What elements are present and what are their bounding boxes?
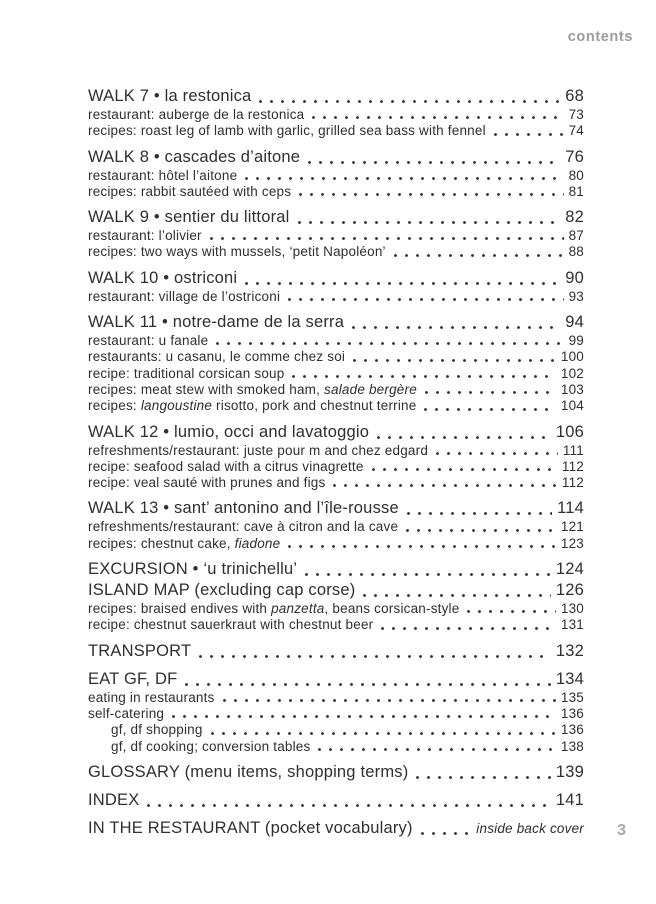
entry-title (88, 168, 237, 184)
dot-leader (145, 790, 552, 811)
toc-entry (88, 459, 584, 475)
toc-entry (88, 475, 584, 491)
toc-entry (88, 669, 584, 690)
entry-title (88, 706, 164, 722)
toc-entry (88, 722, 584, 738)
toc-entry (88, 536, 584, 552)
dot-leader (370, 459, 559, 475)
dot-leader (419, 818, 474, 839)
entry-title (88, 349, 345, 365)
toc-group (88, 790, 584, 811)
entry-title-segment: WALK 13 • sant’ antonino and l’île-rousse (88, 499, 399, 518)
entry-title-segment: recipes: two ways with mussels, ‘petit Napoléon’ (88, 244, 386, 260)
toc-group (88, 268, 584, 305)
dot-leader (404, 519, 558, 535)
toc-group (88, 498, 584, 552)
toc-entry (88, 690, 584, 706)
entry-title-segment: INDEX (88, 790, 140, 809)
dot-leader (214, 333, 565, 349)
entry-title (88, 641, 191, 662)
dot-leader (197, 641, 553, 662)
dot-leader (306, 147, 562, 168)
dot-leader (310, 107, 565, 123)
entry-title (88, 559, 297, 580)
entry-title (88, 382, 417, 398)
entry-page-reference: 104 (560, 398, 584, 414)
toc-entry (88, 641, 584, 662)
toc-group (88, 312, 584, 414)
dot-leader (351, 349, 558, 365)
dot-leader (392, 244, 566, 260)
entry-title-segment: refreshments/restaurant: juste pour m and chez edgard (88, 442, 429, 458)
entry-title (88, 268, 237, 289)
toc-group (88, 86, 584, 140)
entry-page-reference: 138 (560, 738, 584, 754)
dot-leader (350, 312, 562, 333)
entry-title (88, 536, 280, 552)
entry-title (88, 207, 290, 228)
entry-title-segment: WALK 10 • ostriconi (88, 268, 238, 287)
dot-leader (361, 580, 552, 601)
entry-title (88, 366, 284, 382)
entry-title (88, 107, 304, 123)
entry-title (88, 312, 344, 333)
entry-title-segment: recipes: rabbit sautéed with ceps (88, 183, 292, 199)
dot-leader (290, 366, 557, 382)
toc-entry (88, 123, 584, 139)
entry-title-italic-segment: panzetta (271, 601, 325, 617)
entry-title-segment: IN THE RESTAURANT (pocket vocabulary) (88, 818, 413, 837)
entry-page-reference: 135 (560, 689, 584, 705)
entry-page-reference: 141 (555, 790, 584, 809)
toc-entry (88, 443, 584, 459)
entry-page-reference: 76 (565, 147, 584, 166)
dot-leader (296, 207, 563, 228)
entry-title-segment: restaurants: u casanu, le comme chez soi (88, 349, 346, 365)
dot-leader (243, 268, 562, 289)
page-number: 3 (617, 822, 626, 839)
toc-entry (88, 818, 584, 839)
entry-page-reference: 114 (557, 499, 584, 518)
entry-title-segment: recipe: chestnut sauerkraut with chestnut beer (88, 617, 374, 633)
entry-page-reference: 131 (560, 617, 584, 633)
entry-page-reference: 99 (568, 333, 584, 349)
toc-entry (88, 739, 584, 755)
entry-title-segment: recipe: veal sauté with prunes and figs (88, 475, 326, 491)
entry-title-segment: recipes: chestnut cake, (88, 535, 235, 551)
toc-group (88, 207, 584, 261)
entry-page-reference: 112 (561, 475, 584, 491)
toc-entry (88, 422, 584, 443)
entry-title-segment: restaurant: l’olivier (88, 228, 202, 244)
toc-group (88, 641, 584, 662)
toc-entry (88, 398, 584, 414)
entry-title-segment: WALK 11 • notre-dame de la serra (88, 313, 345, 332)
entry-title-segment: EXCURSION • ‘u trinichellu’ (88, 560, 298, 579)
toc-entry (88, 580, 584, 601)
toc-group (88, 559, 584, 634)
entry-title (88, 601, 459, 617)
entry-title (88, 617, 373, 633)
entry-title-segment: refreshments/restaurant: cave à citron and la cave (88, 519, 399, 535)
entry-page-reference: 68 (565, 87, 584, 105)
dot-leader (405, 498, 554, 519)
entry-title-segment: EAT GF, DF (88, 669, 178, 688)
dot-leader (170, 706, 558, 722)
dot-leader (208, 228, 566, 244)
entry-title (111, 739, 310, 755)
entry-page-reference: 93 (568, 288, 584, 304)
toc-entry (88, 349, 584, 365)
entry-title (88, 86, 251, 107)
entry-page-reference: inside back cover (476, 820, 584, 836)
entry-title-segment: WALK 9 • sentier du littoral (88, 208, 290, 227)
entry-title-segment: recipes: meat stew with smoked ham, (88, 381, 325, 397)
entry-title-segment: WALK 7 • la restonica (88, 87, 252, 105)
toc-entry (88, 366, 584, 382)
entry-title (88, 289, 280, 305)
toc-group (88, 762, 584, 783)
entry-page-reference: 123 (560, 535, 584, 551)
entry-title-segment: recipes: braised endives with (88, 601, 272, 617)
dot-leader (414, 762, 552, 783)
toc-entry (88, 519, 584, 535)
entry-title-segment: WALK 12 • lumio, occi and lavatoggio (88, 422, 370, 441)
entry-title (88, 580, 355, 601)
entry-title-segment: recipe: seafood salad with a citrus vinagrette (88, 458, 364, 474)
entry-page-reference: 136 (560, 705, 584, 721)
entry-page-reference: 81 (568, 183, 584, 199)
entry-page-reference: 74 (568, 123, 584, 139)
entry-page-reference: 139 (555, 762, 584, 781)
toc-entry (88, 289, 584, 305)
entry-title-segment: eating in restaurants (88, 689, 215, 705)
entry-page-reference: 87 (568, 228, 584, 244)
toc-entry (88, 382, 584, 398)
toc-entry (88, 706, 584, 722)
dot-leader (316, 739, 557, 755)
dot-leader (303, 559, 553, 580)
entry-title-segment: GLOSSARY (menu items, shopping terms) (88, 762, 409, 781)
toc-entry (88, 617, 584, 633)
entry-title (88, 443, 428, 459)
entry-page-reference: 103 (560, 381, 584, 397)
toc-group (88, 147, 584, 201)
entry-title (88, 244, 386, 260)
dot-leader (375, 422, 553, 443)
toc-entry (88, 107, 584, 123)
contents-running-head: contents (567, 29, 633, 45)
table-of-contents (88, 86, 584, 839)
entry-title (88, 475, 325, 491)
toc-group (88, 669, 584, 755)
toc-entry (88, 207, 584, 228)
dot-leader (423, 382, 558, 398)
entry-title-segment: recipe: traditional corsican soup (88, 365, 285, 381)
entry-title (88, 762, 408, 783)
dot-leader (209, 722, 558, 738)
entry-title (88, 123, 486, 139)
dot-leader (331, 475, 558, 491)
entry-title-segment: recipes: (88, 398, 141, 414)
entry-title (111, 722, 203, 738)
entry-page-reference: 136 (560, 722, 584, 738)
entry-title (88, 422, 369, 443)
entry-page-reference: 88 (568, 244, 584, 260)
dot-leader (465, 601, 557, 617)
entry-page-reference: 111 (562, 442, 584, 458)
entry-title-segment: restaurant: village de l’ostriconi (88, 288, 281, 304)
entry-title-segment: , beans corsican-style (324, 601, 460, 617)
dot-leader (257, 86, 562, 107)
entry-page-reference: 82 (565, 208, 584, 227)
dot-leader (492, 123, 566, 139)
entry-title (88, 519, 398, 535)
entry-page-reference: 94 (565, 313, 584, 332)
dot-leader (434, 443, 560, 459)
dot-leader (379, 617, 558, 633)
toc-entry (88, 601, 584, 617)
toc-entry (88, 762, 584, 783)
toc-entry (88, 168, 584, 184)
entry-title (88, 184, 291, 200)
entry-title-segment: restaurant: hôtel l’aitone (88, 167, 238, 183)
entry-title-segment: self-catering (88, 705, 165, 721)
entry-page-reference: 106 (555, 422, 584, 441)
toc-entry (88, 268, 584, 289)
dot-leader (297, 184, 565, 200)
toc-entry (88, 312, 584, 333)
toc-entry (88, 333, 584, 349)
entry-title-segment: restaurant: u fanale (88, 333, 209, 349)
toc-entry (88, 559, 584, 580)
entry-page-reference: 134 (555, 669, 584, 688)
entry-page-reference: 112 (561, 458, 584, 474)
entry-title (88, 790, 139, 811)
dot-leader (422, 398, 557, 414)
entry-title-segment: restaurant: auberge de la restonica (88, 107, 305, 122)
entry-title (88, 690, 215, 706)
entry-title (88, 147, 300, 168)
entry-page-reference: 102 (560, 365, 584, 381)
entry-page-reference: 121 (560, 519, 584, 535)
entry-title (88, 459, 364, 475)
entry-page-reference: 73 (568, 107, 584, 122)
entry-title-segment: TRANSPORT (88, 641, 192, 660)
entry-title-segment: WALK 8 • cascades d’aitone (88, 147, 301, 166)
toc-entry (88, 147, 584, 168)
toc-group (88, 818, 584, 839)
entry-page-reference: 126 (555, 581, 584, 600)
entry-title (88, 333, 208, 349)
entry-title (88, 818, 413, 839)
dot-leader (286, 289, 565, 305)
entry-title-segment: gf, df shopping (111, 722, 203, 738)
entry-title-italic-segment: salade bergère (324, 381, 417, 397)
toc-entry (88, 228, 584, 244)
entry-title-segment: risotto, pork and chestnut terrine (212, 398, 417, 414)
entry-title-italic-segment: langoustine (140, 398, 213, 414)
dot-leader (286, 536, 558, 552)
entry-page-reference: 132 (555, 641, 584, 660)
entry-title (88, 498, 399, 519)
toc-entry (88, 244, 584, 260)
entry-page-reference: 90 (565, 268, 584, 287)
entry-title (88, 669, 177, 690)
entry-title-segment: ISLAND MAP (excluding cap corse) (88, 581, 356, 600)
entry-title-segment: gf, df cooking; conversion tables (111, 738, 311, 754)
toc-entry (88, 184, 584, 200)
entry-title (88, 398, 416, 414)
toc-entry (88, 498, 584, 519)
entry-title (88, 228, 202, 244)
dot-leader (243, 168, 565, 184)
entry-page-reference: 124 (555, 560, 584, 579)
toc-group (88, 422, 584, 492)
dot-leader (183, 669, 552, 690)
entry-page-reference: 100 (560, 349, 584, 365)
dot-leader (221, 690, 558, 706)
entry-page-reference: 80 (568, 167, 584, 183)
entry-page-reference: 130 (560, 601, 584, 617)
toc-entry (88, 790, 584, 811)
entry-title-italic-segment: fiadone (234, 535, 281, 551)
entry-title-segment: recipes: roast leg of lamb with garlic, grilled sea bass with fennel (88, 123, 486, 139)
toc-entry (88, 86, 584, 107)
